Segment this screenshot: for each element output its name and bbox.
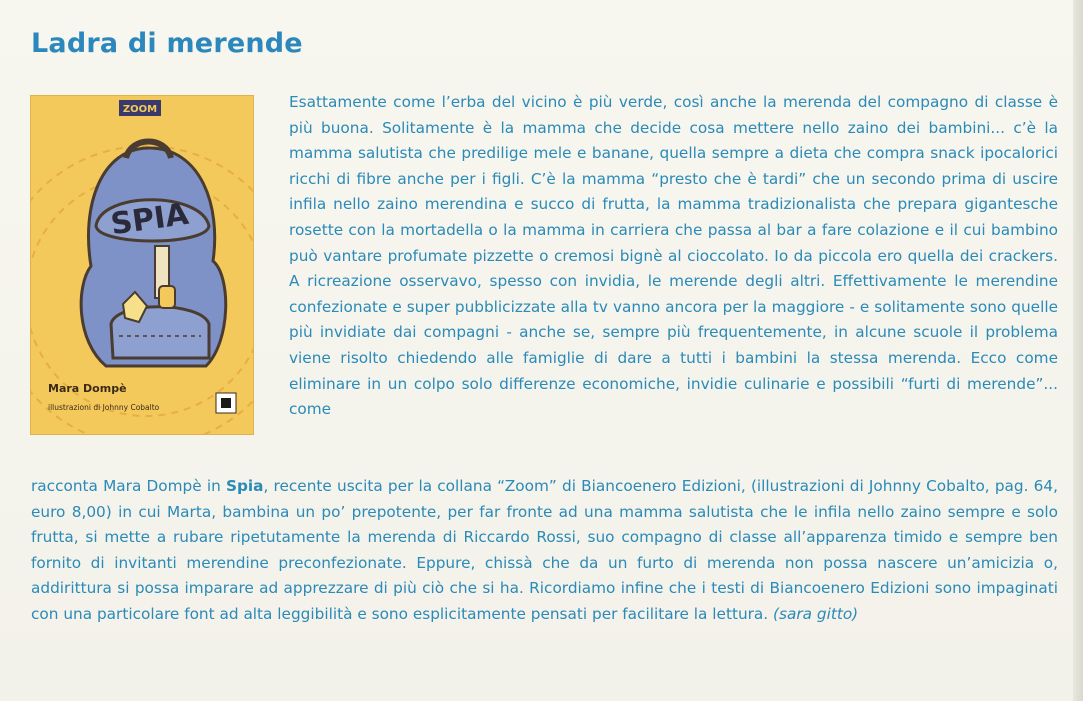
book-name: Spia: [225, 477, 264, 495]
cover-author: Mara Dompè: [48, 382, 127, 395]
cover-illustrator: illustrazioni di Johnny Cobalto: [48, 403, 160, 412]
text-before-book: racconta Mara Dompè in: [31, 477, 226, 495]
book-cover: [31, 96, 253, 434]
publisher-logo-mark: [221, 398, 231, 408]
article-paragraph-right: Esattamente come l’erba del vicino è più verde, così anche la merenda del compagno di classe è più buona. Solitamente è la mamma che decide cosa mettere nello zaino dei bambini... c’è la mamma salutista che predilige mele e banane, quella sempre a dieta che compra snack ipocalorici ricchi di fibre anche per i figli. C’è la mamma “presto che è tardi” che un secondo prima di uscire infila nello zaino merendina e succo di frutta, la mamma tradizionalista che prepara gigantesche rosette con la mortadella o la mamma in carriera che passa al bar a fare colazione e il cui bambino può vantare profumate pizzette o cremosi bignè al cioccolato. Io da piccola ero quella dei crackers. A ricreazione osservavo, spesso con invidia, le merende degli altri. Effettivamente le merendine confezionate e super pubblicizzate alla tv vanno ancora per la maggiore - e solitamente sono quelle più invidiate dai compagni - anche se, sempre più frequentemente, in alcune scuole il problema viene risolto chiedendo alle famiglie di dare a tutti i bambini la stessa merenda. Ecco come eliminare in un colpo solo differenze economiche, invidie culinarie e possibili “furti di merende”... come: [289, 93, 1058, 419]
byline: (sara gitto): [773, 604, 859, 623]
article-paragraph-full: [31, 474, 1058, 628]
cover-book-title: SPIA: [108, 196, 191, 243]
series-logo: ZOOM: [122, 104, 158, 115]
backpack-buckle: [159, 286, 175, 308]
text-after-book: , recente uscita per la collana “Zoom” di Biancoenero Edizioni, (illustrazioni di Johnny Cobalto, pag. 64, euro 8,00) in cui Marta, bambina un po’ prepotente, per far fronte ad una mamma salutista che le infila nello zaino sempre e solo frutta, si mette a rubare ripetutamente la merenda di Riccardo Rossi, suo compagno di classe all’apparenza timido e sempre ben fornito di invitanti merendine preconfezionate. Eppure, chissà che da un furto di merenda non possa nascere un’amicizia o, addirittura si possa imparare ad apprezzare di più ciò che si ha. Ricordiamo infine che i testi di Biancoenero Edizioni sono impaginati con una particolare font ad alta leggibilità e sono esplicitamente pensati per facilitare la lettura.: [31, 477, 1058, 623]
article-title: Ladra di merende: [31, 28, 303, 59]
page-edge: [1073, 0, 1083, 701]
